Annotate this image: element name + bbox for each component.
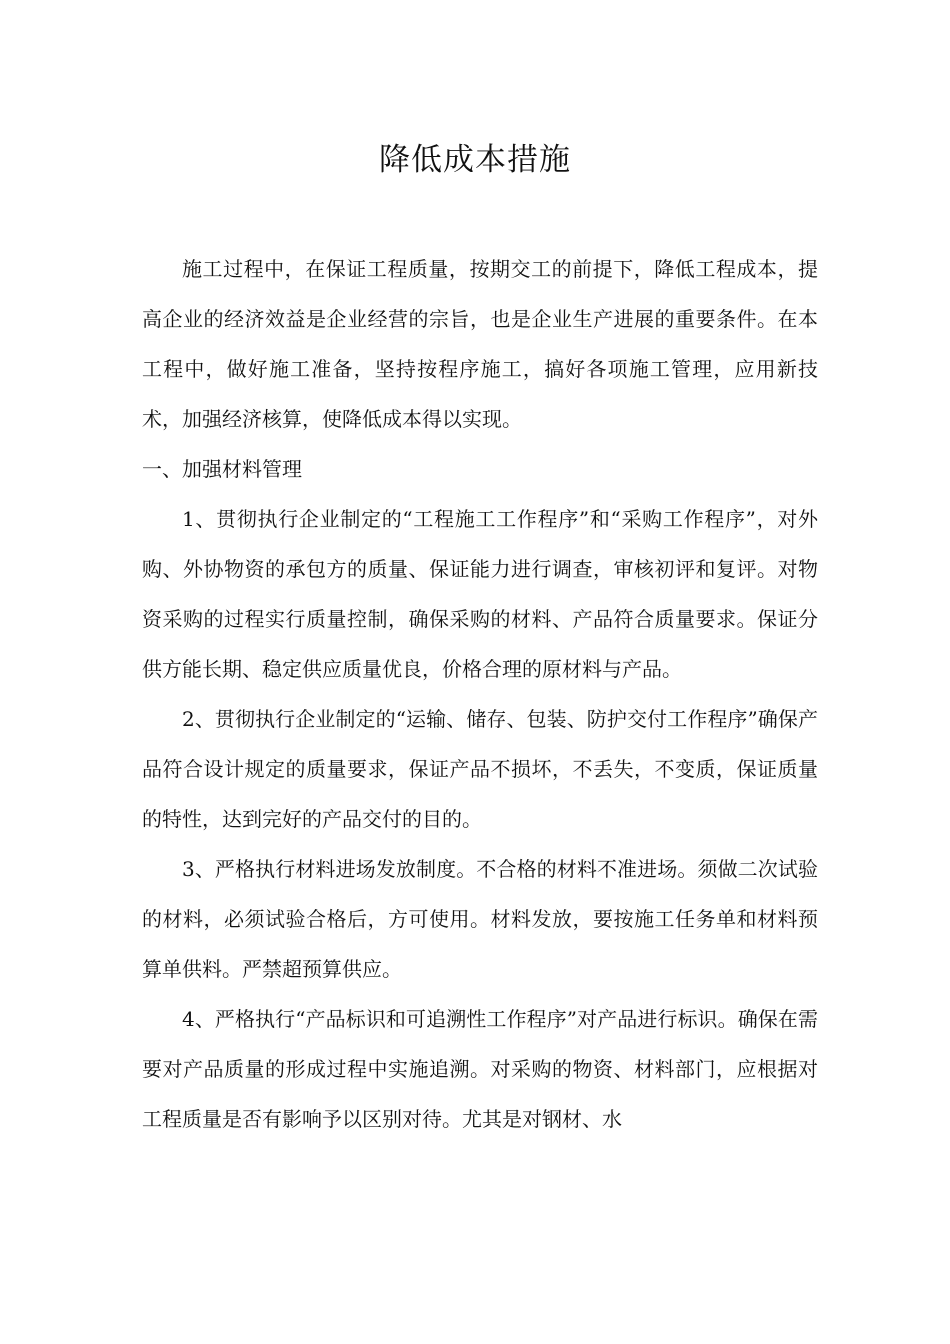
section-heading: 一、加强材料管理 [142,457,302,481]
intro-paragraph: 施工过程中，在保证工程质量，按期交工的前提下，降低工程成本，提高企业的经济效益是企业经营的宗旨，也是企业生产进展的重要条件。在本工程中，做好施工准备，坚持按程序施工，搞好各项施工管理，应用新技术，加强经济核算，使降低成本得以实现。 [142,257,818,431]
list-item: 3、严格执行材料进场发放制度。不合格的材料不准进场。须做二次试验的材料，必须试验合格后，方可使用。材料发放，要按施工任务单和材料预算单供料。严禁超预算供应。 [142,857,818,981]
list-item: 1、贯彻执行企业制定的“工程施工工作程序”和“采购工作程序”，对外购、外协物资的承包方的质量、保证能力进行调查，审核初评和复评。对物资采购的过程实行质量控制，确保采购的材料、产品符合质量要求。保证分供方能长期、稳定供应质量优良，价格合理的原材料与产品。 [142,507,818,681]
list-item: 2、贯彻执行企业制定的“运输、储存、包装、防护交付工作程序”确保产品符合设计规定的质量要求，保证产品不损坏，不丢失，不变质，保证质量的特性，达到完好的产品交付的目的。 [142,707,818,831]
document-body [142,244,818,1144]
document-title: 降低成本措施 [379,142,571,178]
list-item: 4、严格执行“产品标识和可追溯性工作程序”对产品进行标识。确保在需要对产品质量的形成过程中实施追溯。对采购的物资、材料部门，应根据对工程质量是否有影响予以区别对待。尤其是对钢材、水 [142,1007,818,1131]
